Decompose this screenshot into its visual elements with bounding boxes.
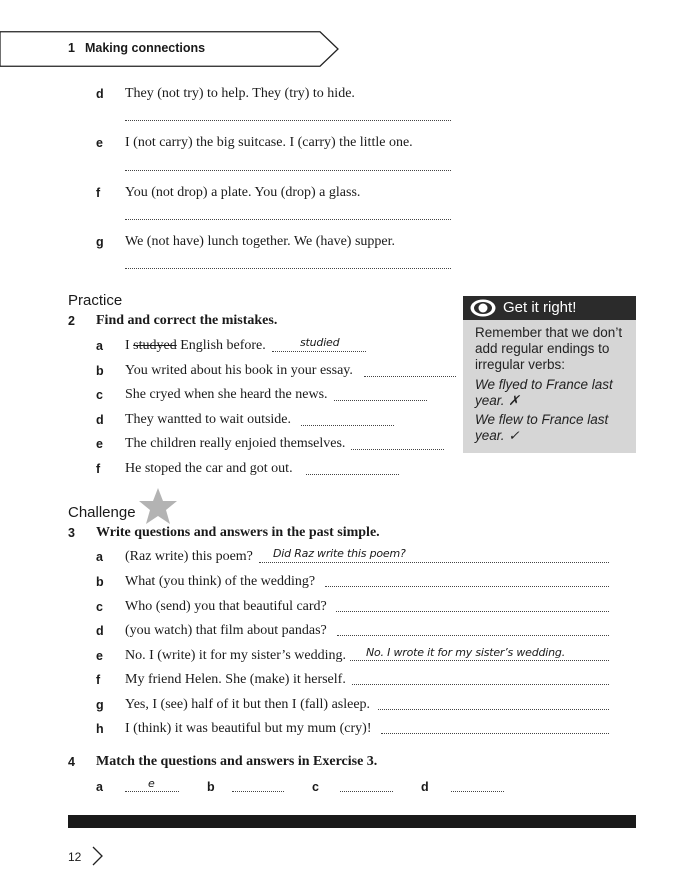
answer-line[interactable] <box>125 791 179 792</box>
handwritten-answer: No. I wrote it for my sister’s wedding. <box>366 646 566 659</box>
answer-line[interactable] <box>301 425 394 426</box>
chevron-right-icon <box>91 845 105 867</box>
wrong-example: year. ✗ <box>475 393 520 408</box>
item-letter: h <box>96 722 104 736</box>
answer-line[interactable] <box>306 474 399 475</box>
exercise-number: 2 <box>68 314 75 328</box>
get-it-right-title: Get it right! <box>503 299 577 316</box>
challenge-heading: Challenge <box>68 504 136 521</box>
chapter-title: Making connections <box>84 41 206 55</box>
item-letter: g <box>96 698 104 712</box>
exercise-instruction: Write questions and answers in the past simple. <box>96 525 380 540</box>
answer-line[interactable] <box>259 562 609 563</box>
answer-line[interactable] <box>350 660 609 661</box>
question-text: What (you think) of the wedding? <box>125 574 316 589</box>
answer-line[interactable] <box>125 268 451 269</box>
item-letter: e <box>96 437 103 451</box>
correct-example: year. ✓ <box>475 428 520 443</box>
handwritten-answer: e <box>148 777 155 790</box>
item-letter: f <box>96 186 101 200</box>
chapter-number: 1 <box>68 41 75 55</box>
question-text: My friend Helen. She (make) it herself. <box>125 672 346 687</box>
question-text: (Raz write) this poem? <box>125 549 253 564</box>
exercise-number: 4 <box>68 755 75 769</box>
eye-icon <box>469 298 497 318</box>
item-letter: a <box>96 780 103 794</box>
question-text: He stoped the car and got out. <box>125 461 293 476</box>
example-prefix: I <box>125 338 134 353</box>
item-letter: b <box>96 575 104 589</box>
practice-heading: Practice <box>68 292 123 309</box>
example-sentence <box>125 338 266 354</box>
handwritten-answer: Did Raz write this poem? <box>273 547 406 560</box>
answer-line[interactable] <box>336 611 609 612</box>
question-text: She cryed when she heard the news. <box>125 387 328 402</box>
answer-line[interactable] <box>378 709 609 710</box>
answer-line[interactable] <box>364 376 456 377</box>
item-letter: b <box>207 780 215 794</box>
item-letter: g <box>96 235 104 249</box>
example-answer: studied <box>300 336 340 349</box>
question-text: I (not carry) the big suitcase. I (carry) the little one. <box>125 135 413 150</box>
item-letter: d <box>96 624 104 638</box>
question-text: We (not have) lunch together. We (have) supper. <box>125 234 396 249</box>
item-letter: d <box>96 413 104 427</box>
question-text: I (think) it was beautiful but my mum (cry)! <box>125 721 372 736</box>
item-letter: c <box>312 780 319 794</box>
answer-line[interactable] <box>340 791 393 792</box>
question-text: Yes, I (see) half of it but then I (fall) asleep. <box>125 697 371 712</box>
answer-line[interactable] <box>381 733 609 734</box>
question-text: No. I (write) it for my sister’s wedding. <box>125 648 346 663</box>
item-letter: f <box>96 462 101 476</box>
answer-line[interactable] <box>125 219 451 220</box>
tip-text: irregular verbs: <box>475 357 566 372</box>
item-letter: b <box>96 364 104 378</box>
item-letter: c <box>96 600 103 614</box>
item-letter: a <box>96 550 103 564</box>
question-text: You (not drop) a plate. You (drop) a glass. <box>125 185 361 200</box>
answer-line[interactable] <box>232 791 284 792</box>
answer-line[interactable] <box>352 684 609 685</box>
answer-line[interactable] <box>272 351 366 352</box>
item-letter: d <box>96 87 104 101</box>
page-number: 12 <box>68 850 82 864</box>
struck-word: studyed <box>133 338 177 353</box>
item-letter: a <box>96 339 103 353</box>
item-letter: c <box>96 388 103 402</box>
example-suffix: English before. <box>176 338 266 353</box>
answer-line[interactable] <box>125 120 451 121</box>
footer-bar <box>68 815 636 828</box>
chapter-heading <box>68 41 205 55</box>
question-text: The children really enjoied themselves. <box>125 436 346 451</box>
answer-line[interactable] <box>325 586 609 587</box>
correct-example: We flew to France last <box>475 412 609 427</box>
answer-line[interactable] <box>125 170 451 171</box>
answer-line[interactable] <box>337 635 609 636</box>
tip-text: add regular endings to <box>475 341 610 356</box>
answer-line[interactable] <box>351 449 444 450</box>
tip-text: Remember that we don’t <box>475 325 623 340</box>
question-text: You writed about his book in your essay. <box>125 363 353 378</box>
item-letter: d <box>421 780 429 794</box>
answer-line[interactable] <box>451 791 504 792</box>
item-letter: e <box>96 649 103 663</box>
wrong-example: We flyed to France last <box>475 377 613 392</box>
answer-line[interactable] <box>334 400 427 401</box>
exercise-instruction: Match the questions and answers in Exercise 3. <box>96 754 378 769</box>
item-letter: f <box>96 673 101 687</box>
question-text: Who (send) you that beautiful card? <box>125 599 327 614</box>
item-letter: e <box>96 136 103 150</box>
exercise-number: 3 <box>68 526 75 540</box>
star-icon <box>138 487 178 525</box>
question-text: They wantted to wait outside. <box>125 412 292 427</box>
question-text: They (not try) to help. They (try) to hide. <box>125 86 355 101</box>
exercise-instruction: Find and correct the mistakes. <box>96 313 278 328</box>
question-text: (you watch) that film about pandas? <box>125 623 327 638</box>
